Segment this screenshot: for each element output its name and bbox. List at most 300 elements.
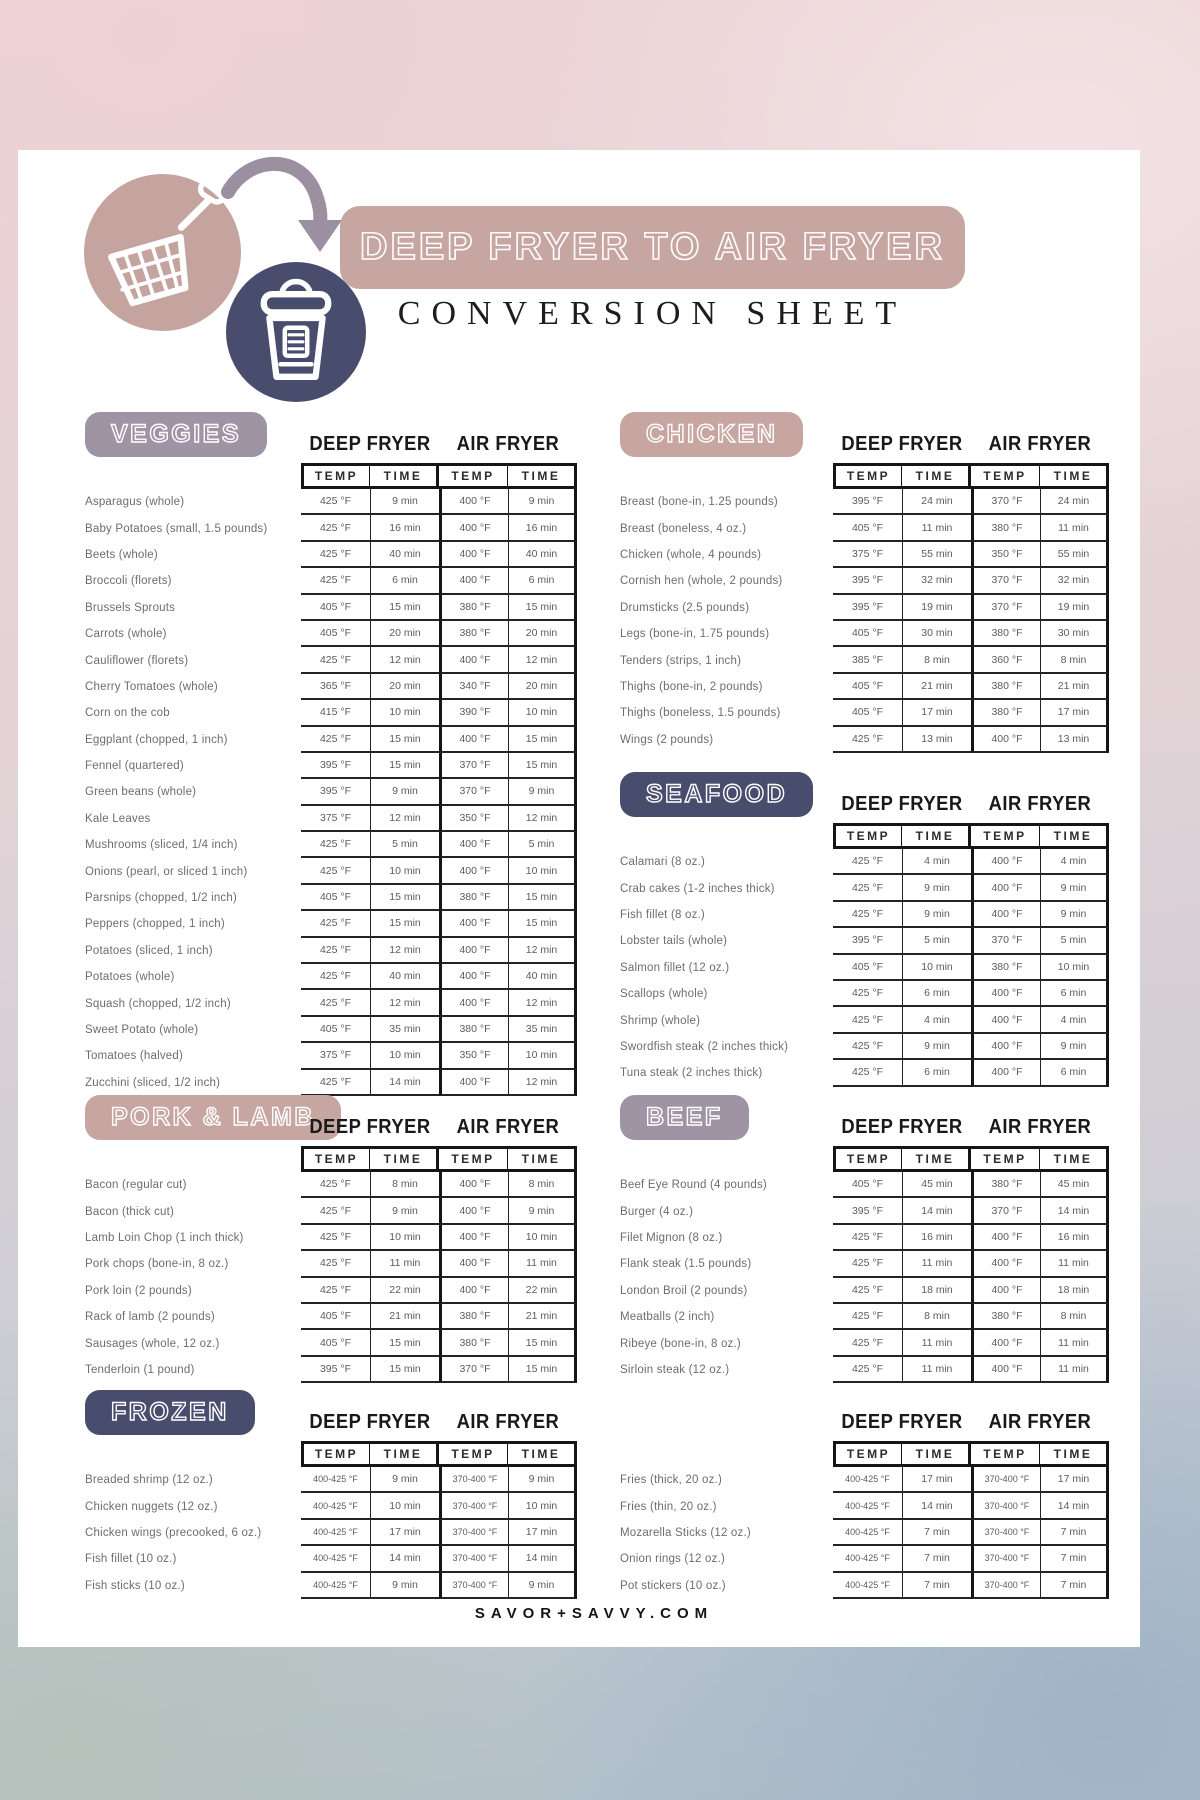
air-fryer-temp: 350 °F <box>439 806 508 832</box>
deep-fryer-time: 11 min <box>902 1357 971 1383</box>
deep-fryer-time: 22 min <box>370 1278 439 1304</box>
air-fryer-time: 11 min <box>1040 1330 1109 1356</box>
deep-fryer-temp: 425 °F <box>301 515 370 541</box>
temp-header: TEMP <box>833 463 902 489</box>
air-fryer-time: 6 min <box>508 568 577 594</box>
deep-fryer-time: 9 min <box>370 489 439 515</box>
deep-fryer-time: 9 min <box>370 1467 439 1493</box>
deep-fryer-temp: 395 °F <box>833 928 902 954</box>
temp-header: TEMP <box>971 463 1040 489</box>
temp-header: TEMP <box>833 1441 902 1467</box>
deep-fryer-time: 17 min <box>902 700 971 726</box>
air-fryer-temp: 340 °F <box>439 674 508 700</box>
food-item-label: Carrots (whole) <box>85 628 167 641</box>
time-header: TIME <box>370 1441 439 1467</box>
deep-fryer-temp: 405 °F <box>833 1172 902 1198</box>
food-item-label: Lobster tails (whole) <box>620 935 728 948</box>
food-item-label: Potatoes (whole) <box>85 971 175 984</box>
deep-fryer-time: 8 min <box>902 1304 971 1330</box>
food-item-label: Lamb Loin Chop (1 inch thick) <box>85 1231 244 1244</box>
food-item-label: Swordfish steak (2 inches thick) <box>620 1040 789 1053</box>
air-fryer-temp: 400 °F <box>971 902 1040 928</box>
deep-fryer-temp: 425 °F <box>833 902 902 928</box>
time-header: TIME <box>1040 1146 1109 1172</box>
food-item-label: Sirloin steak (12 oz.) <box>620 1363 730 1376</box>
air-fryer-time: 9 min <box>508 1198 577 1224</box>
air-fryer-temp: 350 °F <box>439 1043 508 1069</box>
deep-fryer-temp: 405 °F <box>833 621 902 647</box>
air-fryer-time: 15 min <box>508 595 577 621</box>
temp-header: TEMP <box>301 1146 370 1172</box>
food-item-label: Fries (thick, 20 oz.) <box>620 1474 722 1487</box>
deep-fryer-time: 10 min <box>370 1225 439 1251</box>
deep-fryer-time: 10 min <box>370 858 439 884</box>
food-item-label: London Broil (2 pounds) <box>620 1284 748 1297</box>
air-fryer-time: 17 min <box>1040 700 1109 726</box>
air-fryer-temp: 400 °F <box>439 1070 508 1096</box>
air-fryer-temp: 400 °F <box>971 1357 1040 1383</box>
food-item-label: Potatoes (sliced, 1 inch) <box>85 944 213 957</box>
deep-fryer-temp: 405 °F <box>301 1304 370 1330</box>
air-fryer-temp: 370-400 °F <box>971 1467 1040 1493</box>
air-fryer-time: 9 min <box>1040 875 1109 901</box>
deep-fryer-temp: 400-425 °F <box>833 1493 902 1519</box>
air-fryer-time: 19 min <box>1040 595 1109 621</box>
deep-fryer-temp: 395 °F <box>301 779 370 805</box>
air-fryer-temp: 400 °F <box>439 911 508 937</box>
deep-fryer-temp: 400-425 °F <box>301 1520 370 1546</box>
air-fryer-time: 12 min <box>508 647 577 673</box>
deep-fryer-column-header: DEEP FRYER <box>841 1411 963 1433</box>
food-item-label: Pork chops (bone-in, 8 oz.) <box>85 1258 229 1271</box>
air-fryer-temp: 380 °F <box>439 885 508 911</box>
air-fryer-temp: 370-400 °F <box>439 1573 508 1599</box>
air-fryer-temp: 400 °F <box>439 1251 508 1277</box>
air-fryer-time: 10 min <box>508 1043 577 1069</box>
page-subtitle: CONVERSION SHEET <box>397 295 908 332</box>
air-fryer-temp: 400 °F <box>439 727 508 753</box>
food-item-label: Ribeye (bone-in, 8 oz.) <box>620 1337 741 1350</box>
deep-fryer-temp: 425 °F <box>301 832 370 858</box>
air-fryer-temp: 370 °F <box>439 1357 508 1383</box>
deep-fryer-time: 4 min <box>902 1007 971 1033</box>
deep-fryer-time: 4 min <box>902 849 971 875</box>
deep-fryer-temp: 405 °F <box>833 515 902 541</box>
food-item-label: Asparagus (whole) <box>85 496 185 509</box>
deep-fryer-time: 8 min <box>902 647 971 673</box>
air-fryer-column-header: AIR FRYER <box>988 1116 1092 1138</box>
air-fryer-temp: 380 °F <box>971 1172 1040 1198</box>
time-header: TIME <box>1040 463 1109 489</box>
air-fryer-column-header: AIR FRYER <box>988 433 1092 455</box>
air-fryer-temp: 370-400 °F <box>439 1493 508 1519</box>
deep-fryer-temp: 425 °F <box>301 568 370 594</box>
deep-fryer-temp: 400-425 °F <box>833 1546 902 1572</box>
deep-fryer-temp: 425 °F <box>301 911 370 937</box>
deep-fryer-time: 7 min <box>902 1520 971 1546</box>
air-fryer-time: 12 min <box>508 938 577 964</box>
deep-fryer-temp: 425 °F <box>833 981 902 1007</box>
food-item-label: Bacon (regular cut) <box>85 1179 187 1192</box>
section-badge-label: SEAFOOD <box>646 780 788 808</box>
air-fryer-time: 45 min <box>1040 1172 1109 1198</box>
air-fryer-temp: 400 °F <box>439 1278 508 1304</box>
deep-fryer-temp: 395 °F <box>833 568 902 594</box>
air-fryer-time: 12 min <box>508 806 577 832</box>
air-fryer-time: 9 min <box>508 489 577 515</box>
deep-fryer-temp: 425 °F <box>833 1225 902 1251</box>
deep-fryer-temp: 375 °F <box>301 1043 370 1069</box>
air-fryer-temp: 370-400 °F <box>971 1520 1040 1546</box>
air-fryer-temp: 370 °F <box>439 753 508 779</box>
deep-fryer-time: 40 min <box>370 964 439 990</box>
time-header: TIME <box>508 1441 577 1467</box>
air-fryer-time: 21 min <box>1040 674 1109 700</box>
deep-fryer-temp: 425 °F <box>301 542 370 568</box>
deep-fryer-time: 40 min <box>370 542 439 568</box>
deep-fryer-time: 14 min <box>902 1198 971 1224</box>
food-item-label: Eggplant (chopped, 1 inch) <box>85 733 228 746</box>
deep-fryer-temp: 400-425 °F <box>301 1467 370 1493</box>
air-fryer-time: 4 min <box>1040 849 1109 875</box>
air-fryer-time: 9 min <box>508 1467 577 1493</box>
deep-fryer-temp: 400-425 °F <box>301 1493 370 1519</box>
food-item-label: Fries (thin, 20 oz.) <box>620 1500 717 1513</box>
air-fryer-time: 10 min <box>1040 955 1109 981</box>
deep-fryer-temp: 395 °F <box>301 1357 370 1383</box>
deep-fryer-temp: 375 °F <box>833 542 902 568</box>
air-fryer-temp: 380 °F <box>971 674 1040 700</box>
deep-fryer-temp: 405 °F <box>301 1017 370 1043</box>
time-header: TIME <box>902 823 971 849</box>
food-item-label: Legs (bone-in, 1.75 pounds) <box>620 628 770 641</box>
deep-fryer-temp: 425 °F <box>301 938 370 964</box>
deep-fryer-temp: 395 °F <box>833 1198 902 1224</box>
temp-header: TEMP <box>301 1441 370 1467</box>
air-fryer-temp: 380 °F <box>971 1304 1040 1330</box>
deep-fryer-time: 9 min <box>370 779 439 805</box>
air-fryer-time: 21 min <box>508 1304 577 1330</box>
temp-header: TEMP <box>439 1146 508 1172</box>
sheet-card <box>18 150 1140 1647</box>
deep-fryer-temp: 400-425 °F <box>301 1546 370 1572</box>
temp-header: TEMP <box>833 823 902 849</box>
air-fryer-temp: 400 °F <box>439 1225 508 1251</box>
deep-fryer-temp: 425 °F <box>833 1357 902 1383</box>
deep-fryer-temp: 415 °F <box>301 700 370 726</box>
deep-fryer-time: 10 min <box>370 700 439 726</box>
deep-fryer-time: 16 min <box>902 1225 971 1251</box>
deep-fryer-temp: 405 °F <box>833 674 902 700</box>
title-banner <box>340 206 965 289</box>
time-header: TIME <box>1040 1441 1109 1467</box>
air-fryer-time: 35 min <box>508 1017 577 1043</box>
section-badge-chicken <box>620 412 803 457</box>
deep-fryer-column-header: DEEP FRYER <box>841 433 963 455</box>
food-item-label: Flank steak (1.5 pounds) <box>620 1258 752 1271</box>
air-fryer-time: 40 min <box>508 542 577 568</box>
air-fryer-column-header: AIR FRYER <box>456 1116 560 1138</box>
air-fryer-temp: 370 °F <box>971 489 1040 515</box>
deep-fryer-temp: 425 °F <box>301 727 370 753</box>
deep-fryer-time: 6 min <box>902 981 971 1007</box>
air-fryer-time: 32 min <box>1040 568 1109 594</box>
deep-fryer-time: 30 min <box>902 621 971 647</box>
air-fryer-time: 20 min <box>508 674 577 700</box>
food-item-label: Mushrooms (sliced, 1/4 inch) <box>85 839 238 852</box>
deep-fryer-column-header: DEEP FRYER <box>309 1411 431 1433</box>
air-fryer-time: 5 min <box>1040 928 1109 954</box>
section-pork_lamb <box>85 1095 577 1383</box>
food-item-label: Cornish hen (whole, 2 pounds) <box>620 575 783 588</box>
food-item-label: Breast (bone-in, 1.25 pounds) <box>620 496 778 509</box>
deep-fryer-time: 9 min <box>902 902 971 928</box>
air-fryer-time: 15 min <box>508 727 577 753</box>
air-fryer-time: 5 min <box>508 832 577 858</box>
food-item-label: Sweet Potato (whole) <box>85 1024 199 1036</box>
air-fryer-temp: 400 °F <box>971 1251 1040 1277</box>
deep-fryer-temp: 405 °F <box>833 955 902 981</box>
deep-fryer-temp: 425 °F <box>301 858 370 884</box>
food-item-label: Sausages (whole, 12 oz.) <box>85 1337 220 1350</box>
food-item-label: Kale Leaves <box>85 812 151 825</box>
food-item-label: Cauliflower (florets) <box>85 654 189 667</box>
food-item-label: Onions (pearl, or sliced 1 inch) <box>85 865 248 878</box>
food-item-label: Calamari (8 oz.) <box>620 856 705 869</box>
air-fryer-time: 14 min <box>508 1546 577 1572</box>
site-footer: SAVOR+SAVVY.COM <box>474 1605 714 1622</box>
air-fryer-time: 12 min <box>508 1070 577 1096</box>
food-item-label: Thighs (bone-in, 2 pounds) <box>620 680 763 693</box>
air-fryer-temp: 370-400 °F <box>971 1573 1040 1599</box>
deep-fryer-temp: 400-425 °F <box>833 1467 902 1493</box>
section-badge-beef <box>620 1095 749 1140</box>
air-fryer-time: 9 min <box>508 779 577 805</box>
section-chicken <box>620 412 1109 753</box>
food-item-label: Cherry Tomatoes (whole) <box>85 680 218 693</box>
deep-fryer-column-header: DEEP FRYER <box>309 1116 431 1138</box>
deep-fryer-time: 15 min <box>370 911 439 937</box>
deep-fryer-temp: 395 °F <box>833 595 902 621</box>
food-item-label: Rack of lamb (2 pounds) <box>85 1311 215 1324</box>
section-badge-seafood <box>620 772 813 817</box>
deep-fryer-time: 13 min <box>902 727 971 753</box>
air-fryer-temp: 400 °F <box>971 875 1040 901</box>
food-item-label: Fennel (quartered) <box>85 760 184 773</box>
time-header: TIME <box>902 1441 971 1467</box>
deep-fryer-temp: 405 °F <box>301 1330 370 1356</box>
air-fryer-temp: 370-400 °F <box>439 1520 508 1546</box>
deep-fryer-time: 6 min <box>902 1060 971 1086</box>
temp-header: TEMP <box>439 463 508 489</box>
deep-fryer-temp: 425 °F <box>301 1172 370 1198</box>
air-fryer-column-header: AIR FRYER <box>988 1411 1092 1433</box>
section-frozen_left <box>85 1390 577 1599</box>
section-veggies <box>85 412 577 1096</box>
air-fryer-temp: 370 °F <box>971 928 1040 954</box>
food-item-label: Corn on the cob <box>85 707 170 720</box>
temp-header: TEMP <box>439 1441 508 1467</box>
food-item-label: Pot stickers (10 oz.) <box>620 1579 726 1592</box>
deep-fryer-time: 5 min <box>370 832 439 858</box>
deep-fryer-time: 8 min <box>370 1172 439 1198</box>
air-fryer-temp: 370-400 °F <box>971 1546 1040 1572</box>
deep-fryer-temp: 405 °F <box>301 595 370 621</box>
air-fryer-time: 13 min <box>1040 727 1109 753</box>
air-fryer-time: 11 min <box>1040 1251 1109 1277</box>
section-badge-pork_lamb <box>85 1095 341 1140</box>
deep-fryer-time: 9 min <box>902 875 971 901</box>
air-fryer-time: 8 min <box>1040 1304 1109 1330</box>
deep-fryer-time: 10 min <box>370 1043 439 1069</box>
air-fryer-column-header: AIR FRYER <box>988 793 1092 815</box>
food-item-label: Fish fillet (10 oz.) <box>85 1553 177 1566</box>
deep-fryer-time: 9 min <box>370 1573 439 1599</box>
food-item-label: Breast (boneless, 4 oz.) <box>620 522 747 535</box>
food-item-label: Scallops (whole) <box>620 988 708 1001</box>
deep-fryer-temp: 425 °F <box>833 727 902 753</box>
food-item-label: Shrimp (whole) <box>620 1014 701 1027</box>
deep-fryer-temp: 385 °F <box>833 647 902 673</box>
air-fryer-temp: 380 °F <box>971 621 1040 647</box>
time-header: TIME <box>902 463 971 489</box>
food-item-label: Burger (4 oz.) <box>620 1205 694 1218</box>
deep-fryer-time: 21 min <box>902 674 971 700</box>
air-fryer-temp: 370-400 °F <box>439 1546 508 1572</box>
air-fryer-time: 9 min <box>508 1573 577 1599</box>
food-item-label: Chicken nuggets (12 oz.) <box>85 1500 218 1513</box>
food-item-label: Wings (2 pounds) <box>620 733 714 746</box>
deep-fryer-time: 11 min <box>902 515 971 541</box>
air-fryer-time: 11 min <box>1040 515 1109 541</box>
deep-fryer-time: 15 min <box>370 885 439 911</box>
deep-fryer-time: 10 min <box>370 1493 439 1519</box>
deep-fryer-time: 24 min <box>902 489 971 515</box>
air-fryer-column-header: AIR FRYER <box>456 1411 560 1433</box>
deep-fryer-time: 55 min <box>902 542 971 568</box>
deep-fryer-time: 20 min <box>370 674 439 700</box>
air-fryer-temp: 370-400 °F <box>439 1467 508 1493</box>
deep-fryer-time: 12 min <box>370 806 439 832</box>
air-fryer-time: 7 min <box>1040 1546 1109 1572</box>
air-fryer-temp: 380 °F <box>439 1017 508 1043</box>
food-item-label: Pork loin (2 pounds) <box>85 1284 192 1297</box>
air-fryer-temp: 380 °F <box>971 955 1040 981</box>
section-badge-frozen_left <box>85 1390 255 1435</box>
air-fryer-time: 40 min <box>508 964 577 990</box>
air-fryer-time: 8 min <box>1040 647 1109 673</box>
air-fryer-temp: 400 °F <box>971 1007 1040 1033</box>
air-fryer-time: 6 min <box>1040 1060 1109 1086</box>
air-fryer-temp: 380 °F <box>439 1330 508 1356</box>
time-header: TIME <box>1040 823 1109 849</box>
food-item-label: Peppers (chopped, 1 inch) <box>85 918 225 931</box>
air-fryer-time: 15 min <box>508 753 577 779</box>
air-fryer-temp: 400 °F <box>439 568 508 594</box>
deep-fryer-temp: 405 °F <box>301 621 370 647</box>
deep-fryer-temp: 375 °F <box>301 806 370 832</box>
deep-fryer-temp: 395 °F <box>833 489 902 515</box>
section-badge-label: BEEF <box>646 1103 723 1131</box>
deep-fryer-time: 9 min <box>370 1198 439 1224</box>
air-fryer-time: 9 min <box>1040 1034 1109 1060</box>
food-item-label: Parsnips (chopped, 1/2 inch) <box>85 892 237 905</box>
air-fryer-time: 15 min <box>508 1357 577 1383</box>
air-fryer-temp: 370 °F <box>971 595 1040 621</box>
air-fryer-temp: 400 °F <box>439 938 508 964</box>
food-item-label: Crab cakes (1-2 inches thick) <box>620 882 775 895</box>
deep-fryer-temp: 425 °F <box>301 990 370 1016</box>
deep-fryer-temp: 400-425 °F <box>301 1573 370 1599</box>
air-fryer-temp: 380 °F <box>971 515 1040 541</box>
deep-fryer-column-header: DEEP FRYER <box>841 793 963 815</box>
air-fryer-temp: 400 °F <box>439 990 508 1016</box>
deep-fryer-temp: 365 °F <box>301 674 370 700</box>
deep-fryer-time: 12 min <box>370 938 439 964</box>
temp-header: TEMP <box>971 823 1040 849</box>
deep-fryer-temp: 425 °F <box>301 1198 370 1224</box>
deep-fryer-column-header: DEEP FRYER <box>841 1116 963 1138</box>
temp-header: TEMP <box>971 1441 1040 1467</box>
food-item-label: Chicken (whole, 4 pounds) <box>620 548 762 561</box>
air-fryer-temp: 400 °F <box>439 647 508 673</box>
food-item-label: Squash (chopped, 1/2 inch) <box>85 997 231 1010</box>
air-fryer-temp: 400 °F <box>971 727 1040 753</box>
air-fryer-time: 7 min <box>1040 1573 1109 1599</box>
air-fryer-time: 11 min <box>1040 1357 1109 1383</box>
deep-fryer-temp: 425 °F <box>301 1070 370 1096</box>
food-item-label: Meatballs (2 inch) <box>620 1311 715 1324</box>
deep-fryer-temp: 425 °F <box>833 1060 902 1086</box>
food-item-label: Fish fillet (8 oz.) <box>620 908 705 921</box>
deep-fryer-time: 5 min <box>902 928 971 954</box>
air-fryer-temp: 400 °F <box>971 1225 1040 1251</box>
section-seafood <box>620 772 1109 1087</box>
air-fryer-temp: 360 °F <box>971 647 1040 673</box>
food-item-label: Bacon (thick cut) <box>85 1205 175 1218</box>
food-item-label: Baby Potatoes (small, 1.5 pounds) <box>85 522 268 535</box>
deep-fryer-temp: 425 °F <box>833 1278 902 1304</box>
food-item-label: Green beans (whole) <box>85 786 197 799</box>
deep-fryer-time: 16 min <box>370 515 439 541</box>
air-fryer-temp: 370 °F <box>971 568 1040 594</box>
food-item-label: Brussels Sprouts <box>85 601 176 614</box>
food-item-label: Mozarella Sticks (12 oz.) <box>620 1526 751 1539</box>
deep-fryer-time: 11 min <box>902 1330 971 1356</box>
deep-fryer-temp: 405 °F <box>301 885 370 911</box>
air-fryer-temp: 400 °F <box>971 1034 1040 1060</box>
air-fryer-time: 17 min <box>1040 1467 1109 1493</box>
food-item-label: Broccoli (florets) <box>85 575 172 588</box>
deep-fryer-temp: 425 °F <box>301 1278 370 1304</box>
air-fryer-time: 11 min <box>508 1251 577 1277</box>
air-fryer-temp: 400 °F <box>439 489 508 515</box>
food-item-label: Onion rings (12 oz.) <box>620 1553 725 1566</box>
deep-fryer-time: 7 min <box>902 1546 971 1572</box>
air-fryer-temp: 380 °F <box>439 1304 508 1330</box>
deep-fryer-temp: 425 °F <box>833 1251 902 1277</box>
deep-fryer-temp: 425 °F <box>301 1225 370 1251</box>
air-fryer-time: 10 min <box>508 1493 577 1519</box>
air-fryer-time: 6 min <box>1040 981 1109 1007</box>
conversion-arrow-icon <box>203 150 353 280</box>
deep-fryer-temp: 425 °F <box>833 1034 902 1060</box>
section-badge-label: FROZEN <box>111 1398 229 1426</box>
air-fryer-time: 14 min <box>1040 1198 1109 1224</box>
deep-fryer-time: 15 min <box>370 1330 439 1356</box>
deep-fryer-temp: 425 °F <box>301 1251 370 1277</box>
deep-fryer-temp: 400-425 °F <box>833 1573 902 1599</box>
